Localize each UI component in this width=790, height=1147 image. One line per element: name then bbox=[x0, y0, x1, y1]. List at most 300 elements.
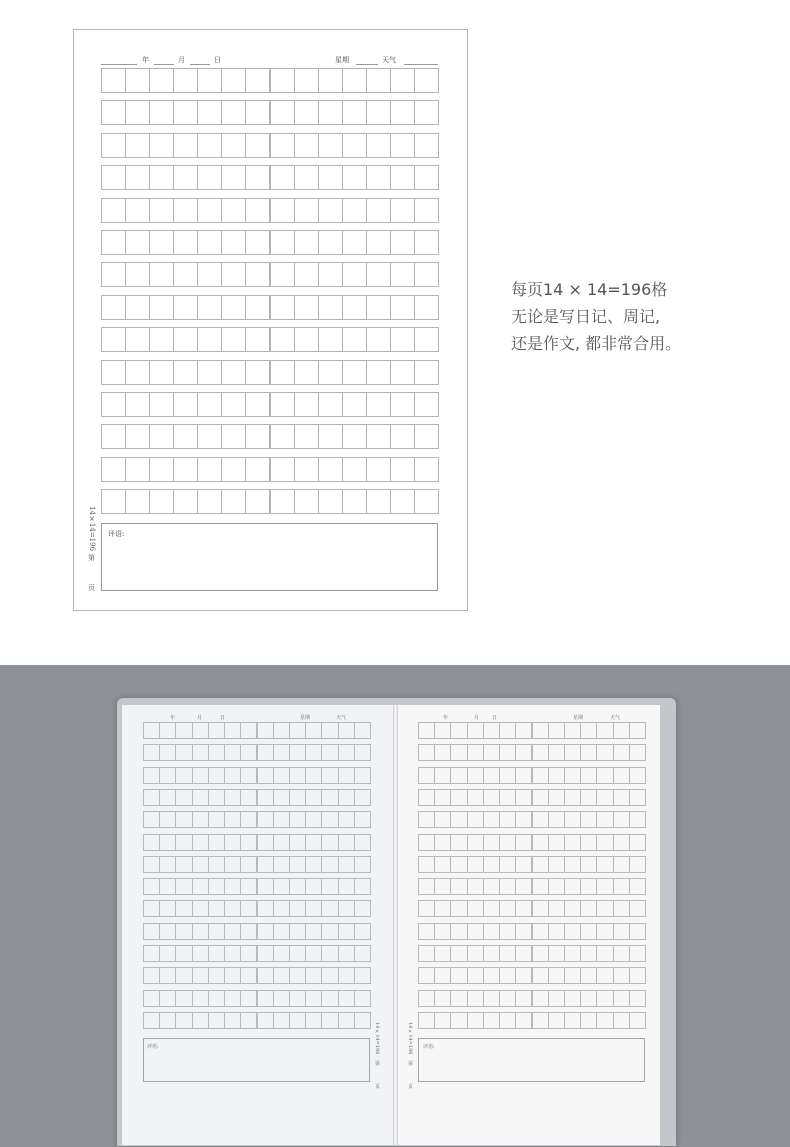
grid-cell bbox=[197, 262, 222, 287]
grid-cell bbox=[483, 789, 500, 806]
grid-cell bbox=[240, 789, 257, 806]
grid-cell bbox=[418, 856, 435, 873]
grid-cell bbox=[245, 262, 270, 287]
grid-cell bbox=[192, 878, 209, 895]
grid-cell bbox=[197, 133, 222, 158]
grid-cell bbox=[149, 68, 174, 93]
grid-cell bbox=[338, 945, 355, 962]
grid-cell bbox=[125, 424, 150, 449]
grid-cell bbox=[294, 424, 319, 449]
grid-cell bbox=[596, 789, 613, 806]
grid-cell bbox=[354, 767, 371, 784]
grid-cell bbox=[197, 327, 222, 352]
grid-cell bbox=[240, 722, 257, 739]
grid-cell bbox=[305, 811, 322, 828]
grid-cell bbox=[532, 878, 549, 895]
grid-cell bbox=[221, 165, 246, 190]
grid-cell bbox=[321, 722, 338, 739]
grid-cell bbox=[240, 1012, 257, 1029]
grid-cell bbox=[434, 744, 451, 761]
grid-cell bbox=[257, 767, 274, 784]
grid-cell bbox=[580, 945, 597, 962]
grid-cell bbox=[499, 834, 516, 851]
grid-cell bbox=[245, 165, 270, 190]
grid-cell bbox=[434, 767, 451, 784]
grid-cell bbox=[192, 945, 209, 962]
grid-cell bbox=[149, 424, 174, 449]
grid-cell bbox=[499, 900, 516, 917]
grid-cell bbox=[273, 1012, 290, 1029]
left-comment-label: 评语: bbox=[147, 1044, 159, 1050]
grid-cell bbox=[515, 900, 532, 917]
grid-cell bbox=[580, 744, 597, 761]
grid-cell bbox=[192, 1012, 209, 1029]
grid-cell bbox=[434, 856, 451, 873]
right-grid-count-label: 14×14=196 bbox=[407, 1022, 413, 1055]
grid-cell bbox=[499, 923, 516, 940]
grid-cell bbox=[548, 856, 565, 873]
grid-cell bbox=[224, 744, 241, 761]
grid-cell bbox=[366, 295, 391, 320]
grid-cell bbox=[338, 744, 355, 761]
grid-cell bbox=[101, 262, 126, 287]
grid-cell bbox=[613, 744, 630, 761]
grid-cell bbox=[125, 262, 150, 287]
grid-cell bbox=[321, 789, 338, 806]
grid-cell bbox=[499, 789, 516, 806]
grid-cell bbox=[289, 900, 306, 917]
grid-cell bbox=[294, 327, 319, 352]
grid-cell bbox=[245, 327, 270, 352]
grid-cell bbox=[548, 722, 565, 739]
grid-cell bbox=[548, 834, 565, 851]
grid-cell bbox=[321, 900, 338, 917]
grid-cell bbox=[175, 767, 192, 784]
grid-cell bbox=[270, 133, 295, 158]
grid-cell bbox=[197, 165, 222, 190]
grid-cell bbox=[245, 133, 270, 158]
grid-cell bbox=[101, 424, 126, 449]
grid-cell bbox=[257, 900, 274, 917]
grid-cell bbox=[159, 923, 176, 940]
grid-cell bbox=[175, 744, 192, 761]
grid-cell bbox=[483, 856, 500, 873]
grid-cell bbox=[532, 1012, 549, 1029]
grid-cell bbox=[390, 457, 415, 482]
grid-cell bbox=[270, 230, 295, 255]
grid-cell bbox=[450, 900, 467, 917]
grid-cell bbox=[515, 1012, 532, 1029]
grid-cell bbox=[159, 767, 176, 784]
grid-cell bbox=[159, 900, 176, 917]
grid-cell bbox=[467, 878, 484, 895]
right-day-label: 日 bbox=[492, 715, 498, 721]
grid-cell bbox=[318, 100, 343, 125]
grid-cell bbox=[159, 1012, 176, 1029]
grid-cell bbox=[564, 923, 581, 940]
grid-cell bbox=[305, 856, 322, 873]
grid-cell bbox=[289, 722, 306, 739]
grid-cell bbox=[564, 878, 581, 895]
grid-cell bbox=[159, 990, 176, 1007]
grid-cell bbox=[143, 744, 160, 761]
grid-cell bbox=[434, 900, 451, 917]
grid-cell bbox=[240, 945, 257, 962]
grid-cell bbox=[613, 856, 630, 873]
grid-cell bbox=[613, 878, 630, 895]
grid-cell bbox=[175, 990, 192, 1007]
grid-cell bbox=[354, 878, 371, 895]
grid-cell bbox=[257, 722, 274, 739]
grid-cell bbox=[532, 923, 549, 940]
grid-cell bbox=[305, 923, 322, 940]
grid-cell bbox=[159, 789, 176, 806]
grid-cell bbox=[257, 744, 274, 761]
grid-cell bbox=[208, 990, 225, 1007]
grid-cell bbox=[318, 262, 343, 287]
grid-cell bbox=[149, 198, 174, 223]
grid-cell bbox=[354, 722, 371, 739]
grid-cell bbox=[450, 945, 467, 962]
grid-cell bbox=[245, 295, 270, 320]
grid-cell bbox=[483, 811, 500, 828]
grid-cell bbox=[294, 262, 319, 287]
grid-cell bbox=[629, 811, 646, 828]
grid-cell bbox=[294, 165, 319, 190]
product-description bbox=[511, 276, 681, 357]
grid-cell bbox=[338, 990, 355, 1007]
grid-cell bbox=[580, 1012, 597, 1029]
grid-cell bbox=[467, 990, 484, 1007]
day-label: 日 bbox=[214, 56, 221, 64]
grid-cell bbox=[548, 767, 565, 784]
grid-cell bbox=[342, 198, 367, 223]
grid-cell bbox=[390, 327, 415, 352]
grid-cell bbox=[499, 1012, 516, 1029]
grid-cell bbox=[548, 878, 565, 895]
grid-cell bbox=[414, 295, 439, 320]
grid-cell bbox=[175, 789, 192, 806]
grid-cell bbox=[418, 789, 435, 806]
grid-cell bbox=[125, 327, 150, 352]
grid-cell bbox=[294, 198, 319, 223]
grid-cell bbox=[321, 834, 338, 851]
grid-cell bbox=[305, 945, 322, 962]
grid-cell bbox=[208, 722, 225, 739]
grid-cell bbox=[197, 489, 222, 514]
grid-cell bbox=[342, 295, 367, 320]
grid-cell bbox=[629, 923, 646, 940]
grid-cell bbox=[499, 722, 516, 739]
grid-cell bbox=[125, 230, 150, 255]
grid-cell bbox=[390, 262, 415, 287]
grid-cell bbox=[342, 68, 367, 93]
grid-cell bbox=[580, 722, 597, 739]
grid-cell bbox=[499, 811, 516, 828]
grid-cell bbox=[418, 767, 435, 784]
grid-cell bbox=[613, 789, 630, 806]
open-notebook-photo bbox=[0, 665, 790, 1147]
grid-cell bbox=[366, 133, 391, 158]
grid-cell bbox=[354, 834, 371, 851]
grid-cell bbox=[159, 878, 176, 895]
grid-cell bbox=[270, 100, 295, 125]
grid-cell bbox=[318, 489, 343, 514]
month-blank bbox=[154, 64, 174, 65]
grid-cell bbox=[366, 68, 391, 93]
grid-cell bbox=[613, 722, 630, 739]
grid-cell bbox=[564, 967, 581, 984]
grid-cell bbox=[366, 327, 391, 352]
grid-cell bbox=[414, 133, 439, 158]
grid-cell bbox=[273, 967, 290, 984]
grid-cell bbox=[613, 900, 630, 917]
grid-cell bbox=[149, 489, 174, 514]
grid-cell bbox=[515, 856, 532, 873]
grid-cell bbox=[305, 967, 322, 984]
grid-cell bbox=[221, 262, 246, 287]
grid-cell bbox=[390, 489, 415, 514]
grid-cell bbox=[143, 767, 160, 784]
grid-cell bbox=[414, 165, 439, 190]
grid-cell bbox=[173, 327, 198, 352]
grid-cell bbox=[338, 767, 355, 784]
grid-cell bbox=[321, 767, 338, 784]
grid-cell bbox=[548, 990, 565, 1007]
grid-cell bbox=[173, 230, 198, 255]
grid-cell bbox=[221, 100, 246, 125]
grid-cell bbox=[342, 133, 367, 158]
grid-cell bbox=[467, 1012, 484, 1029]
grid-cell bbox=[390, 100, 415, 125]
grid-cell bbox=[390, 68, 415, 93]
grid-cell bbox=[450, 967, 467, 984]
grid-cell bbox=[149, 327, 174, 352]
grid-cell bbox=[192, 856, 209, 873]
grid-cell bbox=[240, 811, 257, 828]
grid-cell bbox=[245, 457, 270, 482]
grid-cell bbox=[175, 900, 192, 917]
grid-cell bbox=[354, 900, 371, 917]
grid-cell bbox=[548, 945, 565, 962]
grid-cell bbox=[450, 767, 467, 784]
grid-cell bbox=[125, 457, 150, 482]
grid-cell bbox=[143, 1012, 160, 1029]
grid-cell bbox=[294, 360, 319, 385]
grid-cell bbox=[318, 165, 343, 190]
grid-cell bbox=[149, 100, 174, 125]
grid-cell bbox=[143, 722, 160, 739]
grid-cell bbox=[208, 878, 225, 895]
grid-cell bbox=[548, 1012, 565, 1029]
grid-cell bbox=[483, 1012, 500, 1029]
grid-cell bbox=[338, 1012, 355, 1029]
weather-blank bbox=[404, 64, 438, 65]
grid-cell bbox=[418, 990, 435, 1007]
grid-cell bbox=[224, 834, 241, 851]
grid-cell bbox=[270, 262, 295, 287]
grid-cell bbox=[143, 923, 160, 940]
grid-cell bbox=[548, 900, 565, 917]
grid-cell bbox=[580, 789, 597, 806]
grid-cell bbox=[159, 945, 176, 962]
grid-cell bbox=[418, 923, 435, 940]
grid-cell bbox=[305, 744, 322, 761]
grid-cell bbox=[305, 722, 322, 739]
grid-cell bbox=[192, 967, 209, 984]
grid-cell bbox=[149, 457, 174, 482]
grid-cell bbox=[548, 923, 565, 940]
grid-cell bbox=[418, 945, 435, 962]
grid-cell bbox=[305, 900, 322, 917]
grid-cell bbox=[221, 133, 246, 158]
grid-cell bbox=[305, 1012, 322, 1029]
grid-cell bbox=[515, 878, 532, 895]
grid-cell bbox=[418, 811, 435, 828]
grid-cell bbox=[197, 457, 222, 482]
grid-cell bbox=[483, 900, 500, 917]
grid-cell bbox=[629, 990, 646, 1007]
grid-cell bbox=[101, 100, 126, 125]
grid-cell bbox=[305, 990, 322, 1007]
grid-cell bbox=[338, 722, 355, 739]
grid-cell bbox=[483, 834, 500, 851]
grid-cell bbox=[321, 945, 338, 962]
grid-cell bbox=[208, 744, 225, 761]
grid-cell bbox=[354, 990, 371, 1007]
grid-cell bbox=[273, 789, 290, 806]
grid-cell bbox=[450, 789, 467, 806]
grid-cell bbox=[390, 198, 415, 223]
grid-cell bbox=[143, 945, 160, 962]
grid-cell bbox=[294, 100, 319, 125]
grid-cell bbox=[354, 1012, 371, 1029]
month-label: 月 bbox=[178, 56, 185, 64]
grid-cell bbox=[240, 834, 257, 851]
grid-cell bbox=[197, 392, 222, 417]
grid-cell bbox=[338, 856, 355, 873]
grid-cell bbox=[338, 967, 355, 984]
grid-cell bbox=[366, 165, 391, 190]
grid-cell bbox=[342, 457, 367, 482]
grid-cell bbox=[418, 967, 435, 984]
grid-cell bbox=[366, 230, 391, 255]
grid-cell bbox=[450, 722, 467, 739]
grid-cell bbox=[273, 811, 290, 828]
grid-cell bbox=[390, 133, 415, 158]
grid-cell bbox=[596, 990, 613, 1007]
grid-cell bbox=[564, 834, 581, 851]
grid-cell bbox=[390, 392, 415, 417]
day-blank bbox=[190, 64, 210, 65]
weather-label: 天气 bbox=[382, 56, 396, 64]
grid-cell bbox=[366, 100, 391, 125]
grid-cell bbox=[390, 424, 415, 449]
grid-cell bbox=[192, 722, 209, 739]
grid-cell bbox=[342, 100, 367, 125]
grid-cell bbox=[564, 1012, 581, 1029]
grid-cell bbox=[499, 990, 516, 1007]
grid-cell bbox=[245, 100, 270, 125]
grid-cell bbox=[483, 990, 500, 1007]
grid-cell bbox=[434, 789, 451, 806]
grid-cell bbox=[270, 489, 295, 514]
grid-cell bbox=[245, 489, 270, 514]
grid-cell bbox=[515, 722, 532, 739]
grid-cell bbox=[294, 68, 319, 93]
grid-cell bbox=[467, 767, 484, 784]
grid-cell bbox=[289, 967, 306, 984]
grid-cell bbox=[221, 489, 246, 514]
grid-cell bbox=[240, 856, 257, 873]
grid-cell bbox=[342, 262, 367, 287]
grid-cell bbox=[245, 424, 270, 449]
left-writing-grid bbox=[143, 722, 370, 1034]
grid-cell bbox=[515, 967, 532, 984]
right-comment-box bbox=[418, 1038, 645, 1082]
grid-cell bbox=[240, 744, 257, 761]
grid-cell bbox=[321, 967, 338, 984]
grid-cell bbox=[390, 360, 415, 385]
grid-cell bbox=[596, 878, 613, 895]
grid-cell bbox=[257, 834, 274, 851]
grid-cell bbox=[208, 767, 225, 784]
grid-cell bbox=[629, 722, 646, 739]
grid-cell bbox=[418, 1012, 435, 1029]
grid-cell bbox=[499, 744, 516, 761]
left-page-ye: 页 bbox=[375, 1084, 381, 1090]
grid-cell bbox=[580, 878, 597, 895]
grid-cell bbox=[515, 834, 532, 851]
grid-cell bbox=[125, 100, 150, 125]
grid-cell bbox=[224, 1012, 241, 1029]
right-page-di: 第 bbox=[408, 1061, 414, 1067]
grid-cell bbox=[192, 900, 209, 917]
grid-cell bbox=[564, 722, 581, 739]
grid-cell bbox=[434, 722, 451, 739]
grid-cell bbox=[175, 722, 192, 739]
left-comment-box bbox=[143, 1038, 370, 1082]
grid-cell bbox=[532, 834, 549, 851]
grid-cell bbox=[197, 230, 222, 255]
grid-cell bbox=[197, 295, 222, 320]
grid-cell bbox=[149, 133, 174, 158]
grid-cell bbox=[318, 392, 343, 417]
grid-cell bbox=[289, 856, 306, 873]
grid-cell bbox=[414, 68, 439, 93]
grid-cell bbox=[414, 198, 439, 223]
grid-cell bbox=[434, 811, 451, 828]
grid-cell bbox=[596, 923, 613, 940]
grid-cell bbox=[354, 967, 371, 984]
grid-cell bbox=[273, 923, 290, 940]
comment-label: 评语: bbox=[108, 530, 125, 538]
grid-cell bbox=[366, 489, 391, 514]
grid-cell bbox=[294, 392, 319, 417]
grid-cell bbox=[532, 945, 549, 962]
grid-cell bbox=[354, 744, 371, 761]
grid-cell bbox=[414, 100, 439, 125]
grid-cell bbox=[467, 722, 484, 739]
left-page-di: 第 bbox=[375, 1061, 381, 1067]
grid-cell bbox=[629, 878, 646, 895]
grid-cell bbox=[257, 1012, 274, 1029]
grid-cell bbox=[613, 834, 630, 851]
grid-cell bbox=[434, 967, 451, 984]
grid-cell bbox=[192, 990, 209, 1007]
grid-cell bbox=[450, 856, 467, 873]
grid-cell bbox=[173, 198, 198, 223]
